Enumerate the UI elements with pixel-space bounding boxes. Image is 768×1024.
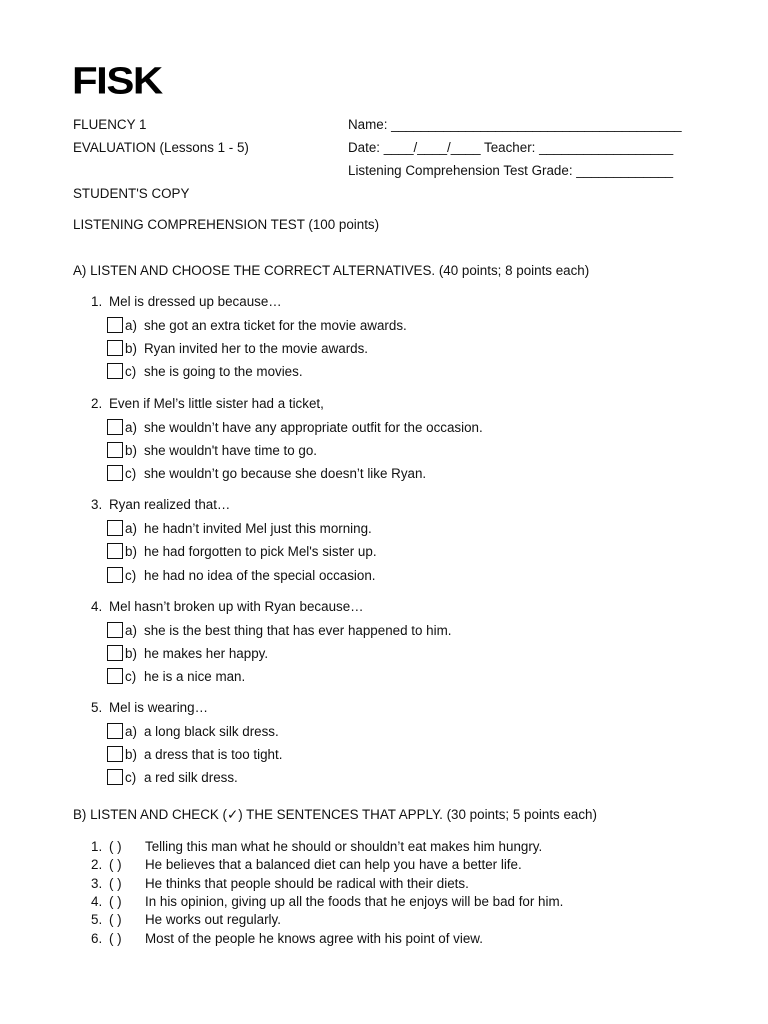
item-text: Telling this man what he should or shouldn’t eat makes him hungry. <box>145 839 543 854</box>
grade-field[interactable]: Listening Comprehension Test Grade: _____________ <box>348 163 674 178</box>
answer-checkbox[interactable] <box>107 442 123 458</box>
option-text: Ryan invited her to the movie awards. <box>144 340 369 356</box>
answer-checkbox[interactable] <box>107 419 123 435</box>
check-parentheses[interactable]: ( ) <box>109 839 122 854</box>
option-text: she is going to the movies. <box>144 363 303 379</box>
question-number: 4. <box>91 599 103 614</box>
option-row[interactable] <box>107 644 268 662</box>
option-row[interactable] <box>107 722 279 740</box>
item-text: In his opinion, giving up all the foods that he enjoys will be bad for him. <box>145 894 564 909</box>
option-text: he had no idea of the special occasion. <box>144 567 376 583</box>
check-parentheses[interactable]: ( ) <box>109 876 122 891</box>
option-letter: c) <box>125 567 137 583</box>
answer-checkbox[interactable] <box>107 723 123 739</box>
check-item[interactable] <box>91 875 469 892</box>
question-text: Even if Mel’s little sister had a ticket, <box>109 396 324 411</box>
option-text: a red silk dress. <box>144 769 238 785</box>
question <box>91 599 364 614</box>
answer-checkbox[interactable] <box>107 668 123 684</box>
question-text: Ryan realized that… <box>109 497 231 512</box>
student-copy-label: STUDENT'S COPY <box>73 186 190 201</box>
check-item[interactable] <box>91 930 483 947</box>
date-teacher-field[interactable]: Date: ____/____/____ Teacher: __________________ <box>348 140 674 155</box>
check-parentheses[interactable]: ( ) <box>109 912 122 927</box>
question-number: 5. <box>91 700 103 715</box>
item-number: 1. <box>91 839 103 854</box>
question-text: Mel is dressed up because… <box>109 294 282 309</box>
item-number: 4. <box>91 894 103 909</box>
check-parentheses[interactable]: ( ) <box>109 857 122 872</box>
fisk-logo: FISK <box>72 59 162 102</box>
answer-checkbox[interactable] <box>107 543 123 559</box>
question-text: Mel is wearing… <box>109 700 208 715</box>
question-number: 3. <box>91 497 103 512</box>
answer-checkbox[interactable] <box>107 317 123 333</box>
item-text: He believes that a balanced diet can help you have a better life. <box>145 857 522 872</box>
check-item[interactable] <box>91 856 522 873</box>
question-number: 1. <box>91 294 103 309</box>
course-title: FLUENCY 1 <box>73 117 147 132</box>
option-letter: c) <box>125 465 137 481</box>
option-row[interactable] <box>107 566 376 584</box>
check-item[interactable] <box>91 893 563 910</box>
option-text: a long black silk dress. <box>144 723 279 739</box>
option-row[interactable] <box>107 464 426 482</box>
evaluation-title: EVALUATION (Lessons 1 - 5) <box>73 140 249 155</box>
option-letter: a) <box>125 622 137 638</box>
answer-checkbox[interactable] <box>107 769 123 785</box>
answer-checkbox[interactable] <box>107 645 123 661</box>
option-letter: c) <box>125 769 137 785</box>
question-number: 2. <box>91 396 103 411</box>
option-letter: c) <box>125 668 137 684</box>
option-row[interactable] <box>107 745 282 763</box>
item-text: Most of the people he knows agree with his point of view. <box>145 931 483 946</box>
option-text: she wouldn’t go because she doesn’t like Ryan. <box>144 465 427 481</box>
option-row[interactable] <box>107 418 483 436</box>
question-text: Mel hasn’t broken up with Ryan because… <box>109 599 364 614</box>
option-row[interactable] <box>107 519 372 537</box>
question <box>91 497 230 512</box>
answer-checkbox[interactable] <box>107 465 123 481</box>
option-letter: b) <box>125 746 137 762</box>
option-row[interactable] <box>107 768 238 786</box>
option-letter: a) <box>125 520 137 536</box>
option-text: he had forgotten to pick Mel's sister up. <box>144 543 377 559</box>
answer-checkbox[interactable] <box>107 622 123 638</box>
option-letter: b) <box>125 645 137 661</box>
answer-checkbox[interactable] <box>107 363 123 379</box>
question <box>91 294 282 309</box>
option-letter: b) <box>125 340 137 356</box>
name-field[interactable]: Name: _______________________________________ <box>348 117 682 132</box>
option-letter: a) <box>125 723 137 739</box>
option-letter: b) <box>125 442 137 458</box>
item-text: He thinks that people should be radical with their diets. <box>145 876 469 891</box>
option-row[interactable] <box>107 316 407 334</box>
answer-checkbox[interactable] <box>107 567 123 583</box>
test-title: LISTENING COMPREHENSION TEST (100 points) <box>73 217 380 232</box>
option-letter: c) <box>125 363 137 379</box>
answer-checkbox[interactable] <box>107 746 123 762</box>
option-text: a dress that is too tight. <box>144 746 283 762</box>
check-parentheses[interactable]: ( ) <box>109 894 122 909</box>
check-parentheses[interactable]: ( ) <box>109 931 122 946</box>
check-item[interactable] <box>91 838 542 855</box>
section-a-title: A) LISTEN AND CHOOSE THE CORRECT ALTERNATIVES. (40 points; 8 points each) <box>73 263 590 278</box>
option-text: he hadn’t invited Mel just this morning. <box>144 520 372 536</box>
answer-checkbox[interactable] <box>107 520 123 536</box>
option-row[interactable] <box>107 362 303 380</box>
option-row[interactable] <box>107 542 377 560</box>
option-letter: b) <box>125 543 137 559</box>
answer-checkbox[interactable] <box>107 340 123 356</box>
option-text: she got an extra ticket for the movie awards. <box>144 317 407 333</box>
item-number: 2. <box>91 857 103 872</box>
question <box>91 396 324 411</box>
item-number: 3. <box>91 876 103 891</box>
option-row[interactable] <box>107 667 245 685</box>
option-text: he is a nice man. <box>144 668 246 684</box>
option-letter: a) <box>125 419 137 435</box>
option-row[interactable] <box>107 621 451 639</box>
option-row[interactable] <box>107 339 368 357</box>
option-row[interactable] <box>107 441 317 459</box>
section-b-title: B) LISTEN AND CHECK (✓) THE SENTENCES THAT APPLY. (30 points; 5 points each) <box>73 807 597 822</box>
option-letter: a) <box>125 317 137 333</box>
option-text: she wouldn’t have any appropriate outfit for the occasion. <box>144 419 483 435</box>
option-text: she wouldn't have time to go. <box>144 442 318 458</box>
option-text: he makes her happy. <box>144 645 269 661</box>
question <box>91 700 208 715</box>
item-number: 5. <box>91 912 103 927</box>
item-text: He works out regularly. <box>145 912 281 927</box>
item-number: 6. <box>91 931 103 946</box>
option-text: she is the best thing that has ever happened to him. <box>144 622 452 638</box>
check-item[interactable] <box>91 911 281 928</box>
